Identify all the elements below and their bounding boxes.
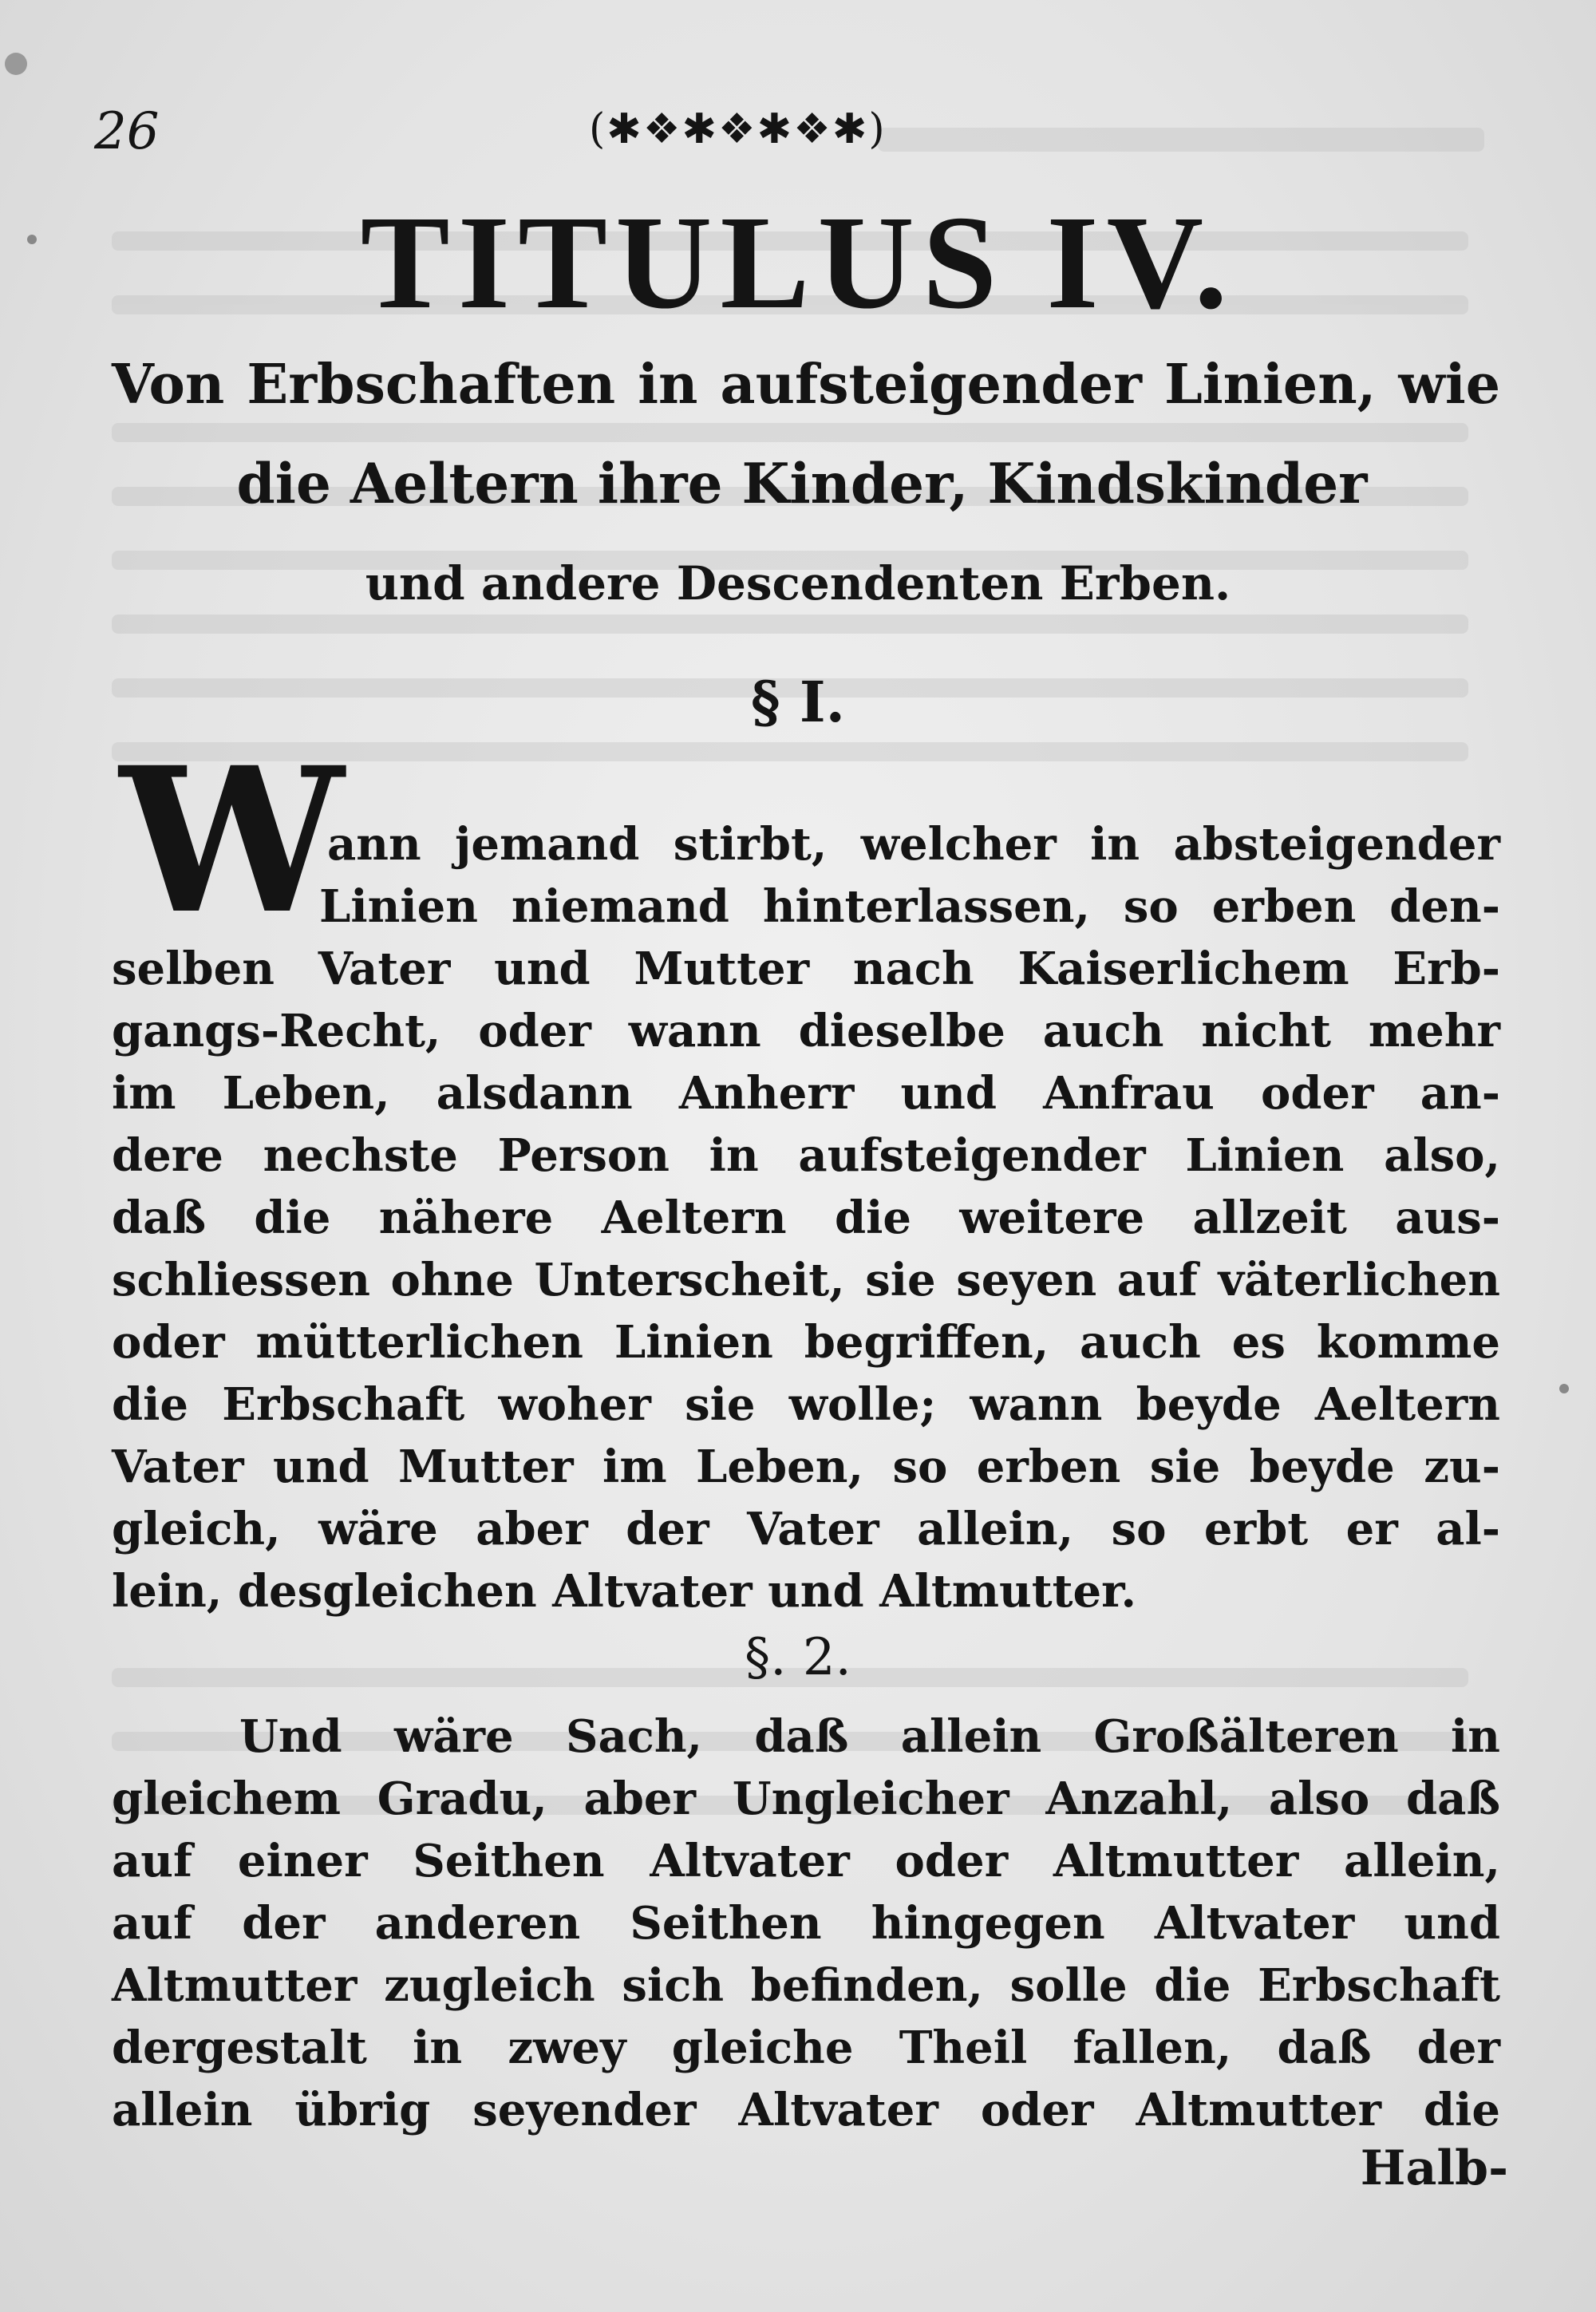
section-1-line: Linien niemand hinterlassen, so erben den- (319, 880, 1500, 933)
section-1-line: oder mütterlichen Linien begriffen, auch es komme (112, 1316, 1500, 1369)
section-2-line: gleichem Gradu, aber Ungleicher Anzahl, also daß (112, 1773, 1500, 1825)
section-1-line: dere nechste Person in aufsteigender Linien also, (112, 1129, 1500, 1182)
section-2-line: Altmutter zugleich sich befinden, solle die Erbschaft (112, 1959, 1500, 2012)
section-1-line: lein, desgleichen Altvater und Altmutter. (112, 1565, 1136, 1618)
section-2-line: auf der anderen Seithen hingegen Altvater und (112, 1897, 1500, 1950)
subtitle-line-1: Von Erbschaften in aufsteigender Linien, wie (112, 353, 1500, 417)
section-1-line: die Erbschaft woher sie wolle; wann beyde Aeltern (112, 1378, 1500, 1431)
page-number: 26 (94, 102, 160, 161)
section-1-line: ann jemand stirbt, welcher in absteigender (327, 818, 1500, 871)
section-2-line: dergestalt in zwey gleiche Theil fallen, daß der (112, 2022, 1500, 2074)
section-1-line: daß die nähere Aeltern die weitere allzeit aus- (112, 1192, 1500, 1244)
section-2-line: allein übrig seyender Altvater oder Altmutter die (112, 2084, 1500, 2136)
section-1-line: Vater und Mutter im Leben, so erben sie beyde zu- (112, 1441, 1500, 1493)
section-1-heading: § I. (750, 669, 846, 735)
section-1-line: im Leben, alsdann Anherr und Anfrau oder an- (112, 1067, 1500, 1120)
header-ornament: (✱❖✱❖✱❖✱) (589, 105, 887, 153)
section-2-line: Und wäre Sach, daß allein Großälteren in (239, 1710, 1500, 1763)
section-1-line: schliessen ohne Unterscheit, sie seyen auf väterlichen (112, 1254, 1500, 1306)
chapter-title: TITULUS IV. (360, 188, 1236, 337)
page-header (94, 102, 1531, 166)
section-2-heading: §. 2. (745, 1628, 851, 1687)
section-2-line: auf einer Seithen Altvater oder Altmutter allein, (112, 1835, 1500, 1887)
subtitle-line-2: die Aeltern ihre Kinder, Kindskinder (236, 452, 1368, 516)
subtitle-line-3: und andere Descendenten Erben. (365, 556, 1231, 611)
section-1-line: selben Vater und Mutter nach Kaiserlichem Erb- (112, 943, 1500, 995)
catchword: Halb- (1360, 2140, 1508, 2196)
section-1-line: gleich, wäre aber der Vater allein, so erbt er al- (112, 1503, 1500, 1555)
section-1-line: gangs-Recht, oder wann dieselbe auch nicht mehr (112, 1005, 1500, 1057)
drop-cap: W (120, 723, 344, 958)
